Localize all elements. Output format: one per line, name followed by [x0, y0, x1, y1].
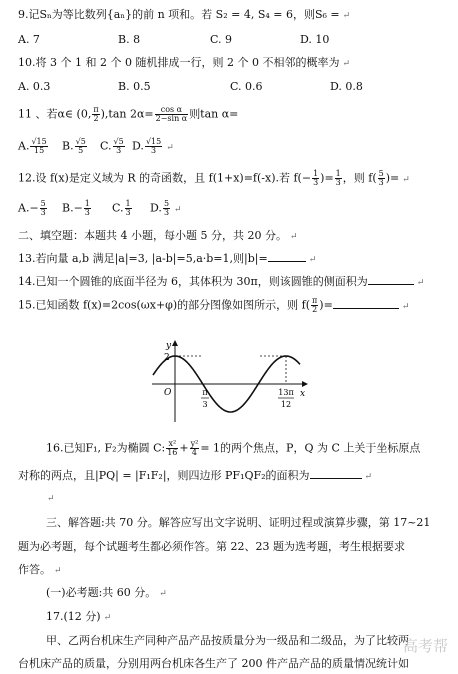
q10-option-b: B. 0.5	[118, 80, 151, 93]
q11-stem: 11 、若α∈ (0, $\frac{\pi}{2}$ ),tan 2α= $\frac{\text{cos α}}{\text{2−sin α}}$ 则tan α=	[18, 105, 239, 123]
q9-option-a: A. 7	[18, 33, 40, 46]
q17-text-line1: 甲、乙两台机床生产同种产品产品按质量分为一级品和二级品，为了比较两	[46, 634, 409, 647]
q9-option-b: B. 8	[118, 33, 141, 46]
q15-stem: 15.已知函数 f(x)=2cos(ωx+φ)的部分图像如图所示，则 f( $\frac{\pi}{2}$ )= ↵	[18, 296, 410, 314]
x-tick-13pi12-num: 13π	[278, 388, 294, 397]
q17-text-line2: 台机床产品的质量，分别用两台机床各生产了 200 件产品产品的质量情况统计如	[18, 657, 409, 670]
origin-label: O	[164, 388, 172, 398]
section-fill-in-heading: 二、填空题：本题共 4 小题，每小题 5 分，共 20 分。 ↵	[18, 229, 298, 242]
q16-stem-line2: 对称的两点，且|PQ| = |F₁F₂|，则四边形 PF₁QF₂的面积为 ↵	[18, 469, 373, 482]
q9-option-c: C. 9	[210, 33, 233, 46]
q10-stem: 10.将 3 个 1 和 2 个 0 随机排成一行，则 2 个 0 不相邻的概率为 ↵	[18, 56, 350, 69]
section-answer-heading: 三、解答题:共 70 分。解答应写出文字说明、证明过程或演算步骤，第 17~21	[46, 516, 431, 529]
x-label: x	[300, 389, 306, 399]
q9-option-d: D. 10	[300, 33, 330, 46]
q12-option-a: A.− $\frac{5}{3}$	[18, 199, 46, 217]
section-answer-line3: 作答。 ↵	[18, 563, 62, 576]
q12-stem: 12.设 f(x)是定义域为 R 的奇函数，且 f(1+x)=f(-x).若 f(− $\frac{1}{3}$ )= $\frac{1}{3}$ ，则 f( $\frac{5}{3}$ )= ↵	[18, 169, 410, 187]
q13-stem: 13.若向量 a,b 满足|a|=3, |a-b|=5,a·b=1,则|b|= ↵	[18, 252, 317, 265]
x-tick-13pi12-den: 12	[280, 400, 292, 409]
q10-option-c: C. 0.6	[230, 80, 263, 93]
cosine-graph	[150, 338, 310, 424]
x-tick-pi3-den: 3	[202, 400, 208, 409]
q9-stem: 9.记Sₙ为等比数列{aₙ}的前 n 项和。若 S₂ = 4, S₄ = 6，则S₆ = ↵	[18, 8, 351, 21]
watermark: 高考帮	[402, 637, 448, 655]
y-label: y	[166, 341, 172, 351]
q11-option-a: A. $\frac{√15}{15}$	[18, 137, 47, 155]
y-tick-2: 2	[164, 353, 170, 363]
q12-option-c: C. $\frac{1}{3}$	[112, 199, 131, 217]
required-heading: (一)必考题:共 60 分。 ↵	[46, 586, 167, 599]
q16-stem-line1: 16.已知F₁, F₂为椭圆 C: $\frac{\text{x²}}{16}$ + $\frac{\text{y²}}{4}$ = 1的两个焦点，P，Q 为 C 上关于坐标原点	[46, 439, 421, 457]
q14-stem: 14.已知一个圆锥的底面半径为 6，其体积为 30π，则该圆锥的侧面积为 ↵	[18, 275, 425, 288]
x-tick-pi3-num: π	[202, 388, 208, 397]
q17-title: 17.(12 分) ↵	[46, 610, 112, 623]
q11-option-b: B. $\frac{√5}{5}$	[62, 137, 86, 155]
q10-option-a: A. 0.3	[18, 80, 51, 93]
q11-option-d: D. $\frac{√15}{3}$ ↵	[132, 137, 174, 155]
q10-option-d: D. 0.8	[330, 80, 363, 93]
q11-option-c: C. $\frac{√5}{3}$	[100, 137, 124, 155]
q12-option-d: D. $\frac{5}{3}$ ↵	[150, 199, 182, 217]
section-answer-line2: 题为必考题，每个试题考生都必须作答。第 22、23 题为选考题，考生根据要求	[18, 540, 405, 553]
q12-option-b: B.− $\frac{1}{3}$	[62, 199, 90, 217]
